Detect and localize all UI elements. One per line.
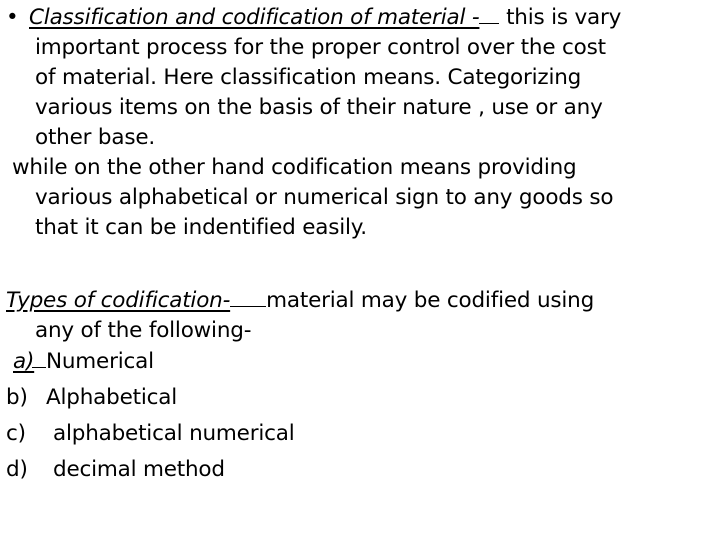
paragraph-text: material may be codified using	[266, 288, 595, 313]
paragraph-line: any of the following-	[35, 318, 252, 343]
bullet-icon: •	[6, 5, 19, 30]
classification-heading: Classification and codification of material -	[29, 5, 480, 30]
heading-underline-gap	[479, 1, 499, 24]
codification-paragraph	[6, 153, 706, 243]
list-item	[6, 380, 295, 416]
types-heading: Types of codification-	[6, 288, 231, 313]
paragraph-line	[6, 1, 706, 33]
paragraph-line: other base.	[35, 125, 155, 150]
paragraph-text: this is vary	[506, 5, 622, 30]
list-marker: d)	[6, 457, 28, 482]
paragraph-line: that it can be indentified easily.	[35, 215, 367, 240]
list-item-text: Alphabetical	[46, 385, 177, 410]
list-marker: a)	[13, 349, 35, 374]
codification-types-list	[6, 344, 295, 488]
list-item-text: Numerical	[46, 349, 154, 374]
types-paragraph	[6, 284, 706, 346]
classification-paragraph	[6, 1, 706, 153]
list-item-text: alphabetical numerical	[53, 421, 295, 446]
paragraph-line: while on the other hand codification means providing	[12, 155, 577, 180]
list-marker: c)	[6, 421, 26, 446]
list-marker: b)	[6, 385, 28, 410]
heading-underline-gap	[230, 284, 266, 307]
paragraph-line: important process for the proper control over the cost	[35, 35, 606, 60]
list-item	[6, 344, 295, 380]
paragraph-line	[6, 284, 706, 316]
list-item	[6, 452, 295, 488]
list-item-text: decimal method	[53, 457, 225, 482]
paragraph-line: of material. Here classification means. Categorizing	[35, 65, 582, 90]
paragraph-line: various items on the basis of their nature , use or any	[35, 95, 603, 120]
marker-underline-gap	[32, 345, 46, 368]
paragraph-line: various alphabetical or numerical sign to any goods so	[35, 185, 614, 210]
list-item	[6, 416, 295, 452]
